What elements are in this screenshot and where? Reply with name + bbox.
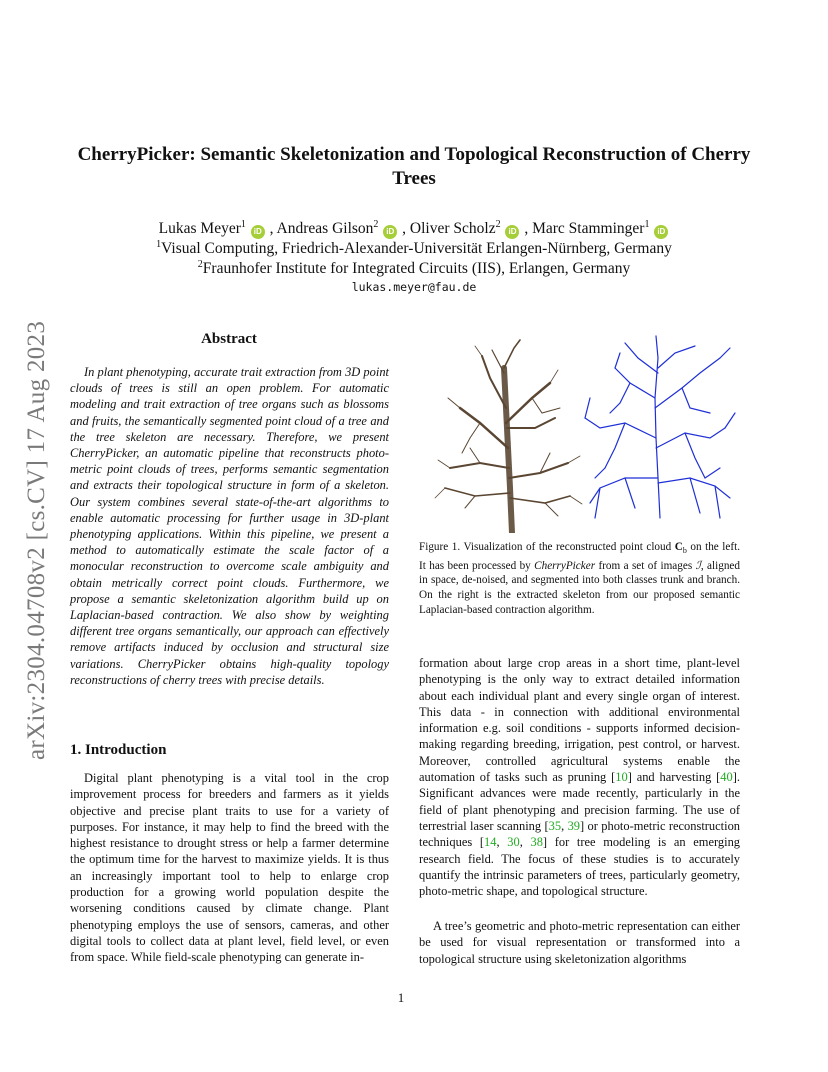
orcid-icon[interactable]: iD (383, 225, 397, 239)
caption-text: , aligned in space, de-noised, and segmented into both classes trunk and branch. On the right is the extracted skeleton from our proposed semantic Laplacian-based contraction algorithm. (419, 559, 740, 616)
paragraph-text: ] and harvesting [ (627, 770, 721, 785)
orcid-icon[interactable]: iD (251, 225, 265, 239)
affiliation-mark: 2 (495, 218, 501, 230)
introduction-paragraph: Digital plant phenotyping is a vital tool in the crop improvement process for breeders and farmers as it yields objective and precise plant traits to use for a variety of purposes. For instance, it may help to find the breed with the highest resistance to drought stress or help a farmer determine the optimum time for the harvest to maximize yields. It is thus an increasingly important tool to help to enlarge crop production for a growing world population despite the worsening conditions caused by climate change. Plant phenotyping employs the use of sensors, cameras, and other digital tools to collect data at plant level, field level, or even from space. While field-scale phenotyping can generate in- (70, 771, 389, 965)
author-name: Marc Stamminger (532, 220, 645, 237)
caption-text: from a set of images (595, 559, 696, 572)
citation-link[interactable]: 40 (720, 770, 733, 785)
section-heading-introduction: 1. Introduction (70, 742, 167, 758)
citation-link[interactable]: 14 (484, 835, 497, 850)
affiliation-text: Visual Computing, Friedrich-Alexander-Universität Erlangen-Nürnberg, Germany (161, 240, 672, 257)
author-name: Andreas Gilson (276, 220, 374, 237)
citation-link[interactable]: 38 (530, 835, 543, 850)
abstract-heading: Abstract (201, 331, 257, 347)
paragraph-text: formation about large crop areas in a short time, plant-level phenotyping is the only way to extract detailed information about each individual plant and every single organ of interest. This data - in connection with additional environmental information e.g. soil conditions - supports informed decision-making regarding breeding, irrigation, pest control, or harvest. Moreover, controlled agricultural systems enable the automation of tasks such as pruning [ (419, 656, 740, 785)
abstract-body: In plant phenotyping, accurate trait extraction from 3D point clouds of trees is still an open problem. For automatic modeling and trait extraction of tree organs such as blossoms and fruits, the semantically segmented point cloud of a tree and the tree skeleton are necessary. Therefore, we present CherryPicker, an automatic pipeline that reconstructs photo-metric point clouds of trees, performs semantic segmentation and extracts their topological structure in form of a skeleton. Our system combines several state-of-the-art algorithms to enable automatic processing for further usage in 3D-plant phenotyping applications. Within this pipeline, we present a method to automatically estimate the scale factor of a monocular reconstruction to overcome scale ambiguity and obtain metrically correct point clouds. Furthermore, we propose a semantic skeletonization algorithm build up on Laplacian-based contraction. We also show by weighting different tree organs semantically, our approach can effectively remove artifacts induced by occlusion and structural size variations. CherryPicker obtains high-quality topology reconstructions of cherry trees with precise details. (70, 365, 389, 687)
figure-1 (420, 328, 740, 533)
paper-title: CherryPicker: Semantic Skeletonization and Topological Reconstruction of Cherry Trees (77, 144, 751, 189)
arxiv-stamp: arXiv:2304.04708v2 [cs.CV] 17 Aug 2023 (23, 320, 50, 760)
caption-math: C (674, 541, 683, 553)
affiliation-mark: 1 (240, 218, 246, 230)
orcid-icon[interactable]: iD (654, 225, 668, 239)
affiliation-2 (60, 258, 768, 280)
caption-text: Visualization of the reconstructed point cloud (463, 541, 675, 553)
paragraph-text: ] or photo-metric reconstruction techniques [ (419, 818, 741, 850)
figure-1-graphic (420, 328, 740, 533)
paragraph-text: ] for tree modeling is an emerging research field. The focus of these studies is to accurately quantify the intrinsic parameters of trees, particularly geometry, photo-metric shape, and topological structure. (419, 835, 741, 899)
affiliation-text: Fraunhofer Institute for Integrated Circuits (IIS), Erlangen, Germany (202, 260, 631, 277)
caption-label: Figure 1. (419, 541, 461, 553)
extracted-skeleton-image (585, 336, 735, 518)
orcid-icon[interactable]: iD (505, 225, 519, 239)
paragraph-text: ]. Significant advances were made recently, particularly in the field of plant phenotyping and precision farming. The use of terrestrial laser scanning [ (419, 770, 740, 833)
affiliation-number: 2 (197, 258, 203, 270)
tree-point-cloud-image (435, 340, 582, 533)
figure-1-caption (419, 540, 740, 617)
affiliation-1 (60, 238, 768, 260)
affiliation-mark: 1 (644, 218, 650, 230)
contact-email[interactable]: lukas.meyer@fau.de (351, 280, 477, 294)
author-list: Lukas Meyer$^1$ iD , Andreas Gilson$^2$ iD , Oliver Scholz$^2$ iD , Marc Stamminger$^1$ iD (60, 218, 768, 240)
affiliation-mark: 2 (373, 218, 379, 230)
citation-link[interactable]: 39 (567, 818, 580, 833)
right-column-paragraph-2: A tree’s geometric and photo-metric representation can either be used for visual representation or transformed into a topological structure using skeletonization algorithms (419, 919, 740, 966)
page-number: 1 (397, 990, 405, 1005)
citation-link[interactable]: 10 (615, 770, 628, 785)
author-name: Lukas Meyer (158, 220, 241, 237)
affiliation-number: 1 (156, 238, 162, 250)
author-name: Oliver Scholz (409, 220, 496, 237)
caption-italic: CherryPicker (534, 559, 596, 572)
citation-link[interactable]: 30 (507, 835, 520, 850)
caption-text: on the left. It has been processed by (419, 541, 740, 572)
citation-link[interactable]: 35 (548, 818, 562, 833)
caption-math: ℐ (695, 559, 701, 572)
right-column-paragraph-1: formation about large crop areas in a short time, plant-level phenotyping is the only way to extract detailed information about each individual plant and every single organ of interest. This data - in connection with additional environmental information e.g. soil conditions - supports informed decision-making regarding breeding, irrigation, pest control, or harvest. Moreover, controlled agricultural systems enable the automation of tasks such as pruning [10] and harvesting [40]. Significant advances were made recently, particularly in the field of plant phenotyping and precision farming. The use of terrestrial laser scanning [35, 39] or photo-metric reconstruction techniques [14, 30, 38] for tree modeling is an emerging research field. The focus of these studies is to accurately quantify the intrinsic parameters of trees, particularly geometry, photo-metric shape, and topological structure. (419, 656, 741, 899)
caption-math-subscript: b (682, 546, 687, 556)
